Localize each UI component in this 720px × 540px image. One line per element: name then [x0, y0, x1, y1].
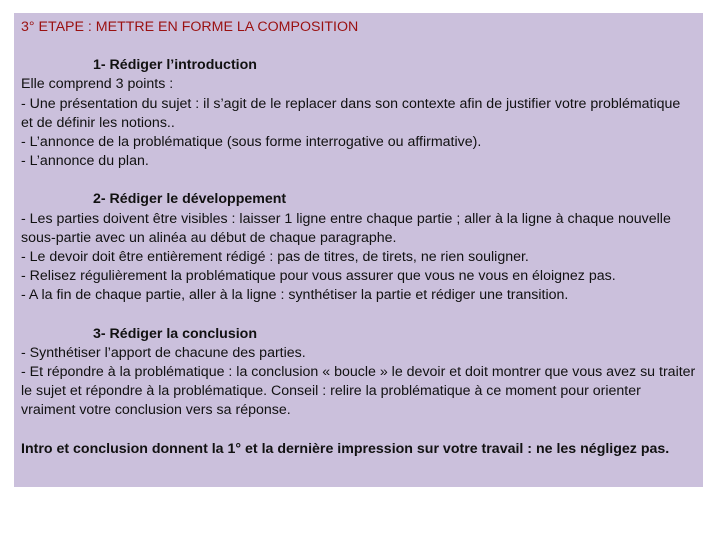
section-heading-introduction: 1- Rédiger l’introduction: [93, 57, 257, 74]
introduction-line: - L’annonce de la problématique (sous forme interrogative ou affirmative).: [21, 134, 482, 151]
introduction-line: Elle comprend 3 points :: [21, 76, 174, 93]
section-heading-conclusion: 3- Rédiger la conclusion: [93, 325, 257, 342]
conclusion-line: - Et répondre à la problématique : la conclusion « boucle » le devoir et doit montrer que vous avez su traiter le sujet et répondre à la problématique. Conseil : relire la problématique à ce moment pour orienter vraiment votre conclusion vers sa réponse.: [21, 364, 696, 419]
page-title: 3° ETAPE : METTRE EN FORME LA COMPOSITION: [21, 19, 359, 35]
development-line: - Le devoir doit être entièrement rédigé : pas de titres, de tirets, ne rien souligner.: [21, 249, 529, 266]
introduction-line: - Une présentation du sujet : il s’agit de le replacer dans son contexte afin de justifier votre problématique et de définir les notions..: [21, 95, 681, 131]
development-line: - Relisez régulièrement la problématique pour vous assurer que vous ne vous en éloignez pas.: [21, 268, 616, 285]
development-line: - Les parties doivent être visibles : laisser 1 ligne entre chaque partie ; aller à la ligne à chaque nouvelle sous-partie avec un alinéa au début de chaque paragraphe.: [21, 210, 671, 246]
conclusion-line: - Synthétiser l’apport de chacune des parties.: [21, 344, 306, 361]
closing-note: Intro et conclusion donnent la 1° et la dernière impression sur votre travail : ne les négligez pas.: [21, 440, 670, 457]
development-line: - A la fin de chaque partie, aller à la ligne : synthétiser la partie et rédiger une transition.: [21, 287, 569, 304]
content-panel: [14, 13, 703, 487]
section-heading-development: 2- Rédiger le développement: [93, 191, 287, 208]
introduction-line: - L’annonce du plan.: [21, 153, 149, 170]
